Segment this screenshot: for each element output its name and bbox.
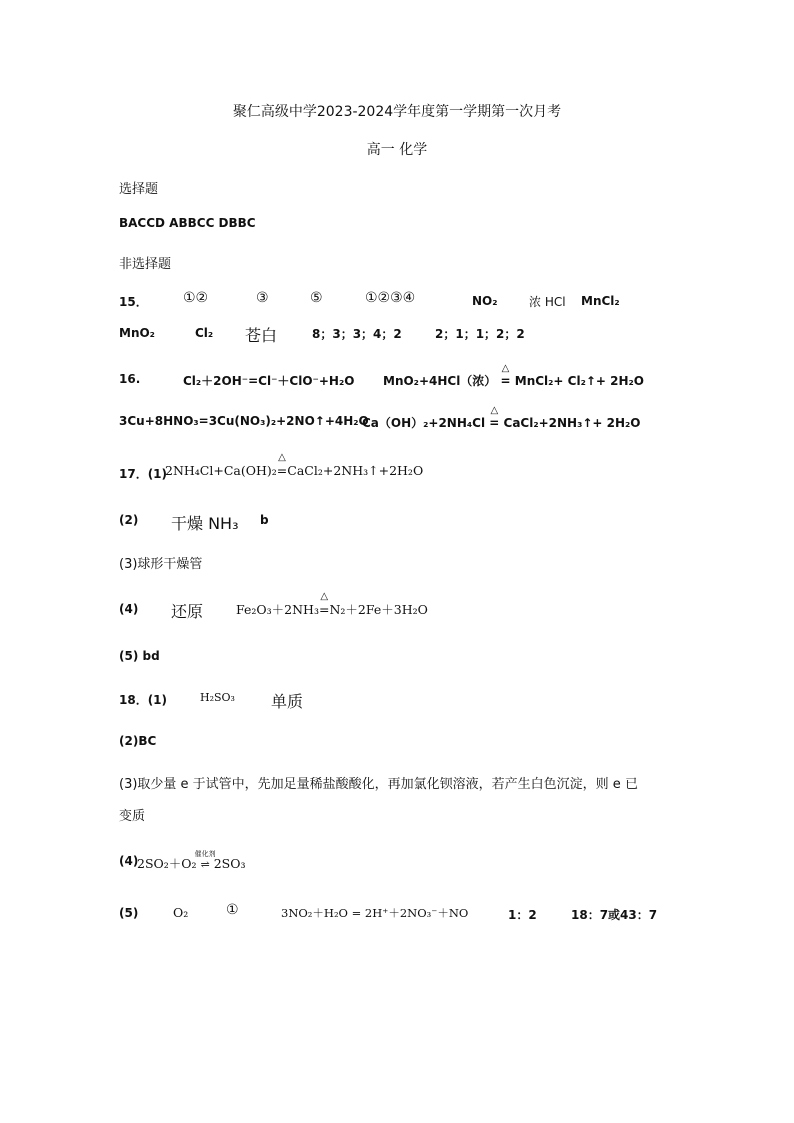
q16-eq2-reactants: MnO₂+4HCl（浓） (383, 374, 497, 388)
q18-part-1-label: 18．(1) (119, 693, 168, 707)
page-subtitle: 高一 化学 (366, 142, 428, 158)
catalyst-condition: 催化剂 ⇌ (194, 850, 216, 871)
q17-equation-1 (165, 452, 424, 478)
q16-equation-1: Cl₂＋2OH⁻=Cl⁻＋ClO⁻+H₂O (183, 374, 355, 388)
q18-part-5-answer-d: 18：7或43：7 (571, 908, 658, 922)
q16-eq4-products: CaCl₂+2NH₃↑+ 2H₂O (503, 416, 641, 430)
q15-answer-10: 苍白 (245, 326, 278, 345)
q17-part-2-answer-b: b (260, 513, 269, 527)
nonchoice-section-label: 非选择题 (119, 257, 172, 272)
q15-answer-11: 8；3；3；4；2 (312, 327, 402, 341)
q18-part-3-line-2: 变质 (119, 809, 146, 824)
q17-part-2-label: (2) (119, 513, 139, 527)
q17-equation-4 (236, 591, 428, 618)
q15-answer-2: ③ (256, 290, 269, 306)
q15-answer-4: ①②③④ (365, 290, 416, 306)
q18-equation-4 (137, 850, 246, 872)
q17-eq4-reactants: Fe₂O₃＋2NH₃ (236, 602, 319, 617)
q15-answer-7: MnCl₂ (581, 294, 620, 308)
q17-part-5: (5) bd (119, 649, 160, 663)
q15-number: 15． (119, 295, 148, 309)
q18-part-3-line-1: (3)取少量 e 于试管中，先加足量稀盐酸酸化，再加氯化钡溶液，若产生白色沉淀，则 e 已 (119, 777, 638, 792)
q17-eq1-products: CaCl₂+2NH₃↑+2H₂O (287, 463, 424, 478)
q17-part-4-label: (4) (119, 602, 139, 616)
q16-eq2-products: MnCl₂+ Cl₂↑+ 2H₂O (514, 374, 644, 388)
q17-eq1-reactants: 2NH₄Cl+Ca(OH)₂ (165, 463, 277, 478)
q15-answer-1: ①② (183, 290, 209, 306)
q17-part-3: (3)球形干燥管 (119, 557, 203, 572)
q17-part-2-answer-a: 干燥 NH₃ (171, 514, 239, 533)
page-title: 聚仁高级中学2023-2024学年度第一学期第一次月考 (232, 104, 562, 120)
q16-equation-4 (362, 405, 641, 431)
q15-answer-6: 浓 HCl (529, 295, 566, 309)
q17-part-1-label: 17．(1) (119, 467, 168, 481)
q18-part-1-answer-b: 单质 (271, 692, 304, 711)
q18-part-5-answer-b: ① (226, 902, 239, 918)
q18-eq4-reactants: 2SO₂＋O₂ (137, 856, 197, 871)
heat-condition: △ = (318, 591, 330, 617)
q18-part-5-answer-c: 1：2 (508, 908, 537, 922)
q18-part-5-label: (5) (119, 906, 139, 920)
q17-eq4-products: N₂＋2Fe＋3H₂O (329, 602, 428, 617)
q18-part-2: (2)BC (119, 734, 157, 748)
q16-equation-2 (383, 363, 644, 389)
q15-answer-3: ⑤ (310, 290, 323, 306)
heat-condition: △ = (276, 452, 288, 478)
q15-answer-9: Cl₂ (195, 326, 214, 340)
q16-eq4-reactants: Ca（OH）₂+2NH₄Cl (362, 416, 486, 430)
q15-answer-5: NO₂ (472, 294, 498, 308)
q16-equation-3: 3Cu+8HNO₃=3Cu(NO₃)₂+2NO↑+4H₂O (119, 414, 369, 428)
heat-condition: △ = (500, 363, 511, 388)
q16-number: 16. (119, 372, 141, 386)
q15-answer-8: MnO₂ (119, 326, 155, 340)
choice-answers: BACCD ABBCC DBBC (119, 216, 256, 230)
q18-part-4-label: (4) (119, 854, 139, 868)
q18-eq4-products: 2SO₃ (213, 856, 246, 871)
choice-section-label: 选择题 (119, 182, 159, 197)
q17-part-4-answer: 还原 (171, 602, 204, 621)
q15-answer-12: 2；1；1；2；2 (435, 327, 525, 341)
heat-condition: △ = (489, 405, 500, 430)
q18-part-1-answer-a: H₂SO₃ (200, 691, 235, 704)
q18-part-5-answer-a: O₂ (173, 905, 189, 920)
q18-equation-5: 3NO₂＋H₂O = 2H⁺＋2NO₃⁻＋NO (281, 906, 469, 920)
